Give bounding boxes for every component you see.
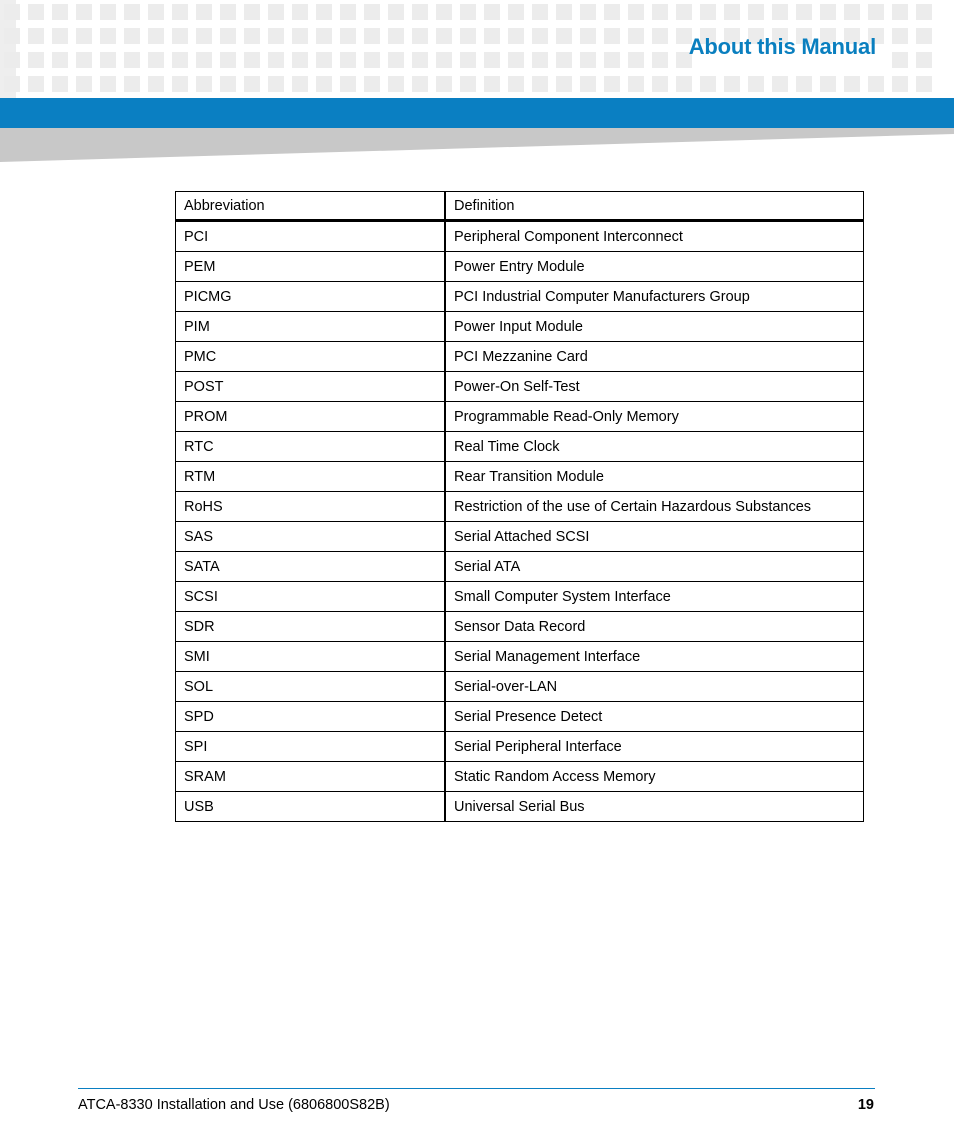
table-row: [176, 372, 864, 402]
table-row: [176, 612, 864, 642]
decorative-tile: [172, 4, 188, 20]
decorative-tile: [628, 52, 644, 68]
decorative-tile: [556, 28, 572, 44]
decorative-tile: [748, 4, 764, 20]
decorative-tile: [292, 76, 308, 92]
decorative-tile: [532, 28, 548, 44]
table-body: [176, 221, 864, 822]
cell-abbreviation: SPI: [176, 732, 446, 762]
decorative-tile: [76, 28, 92, 44]
decorative-tile: [76, 76, 92, 92]
cell-definition: Universal Serial Bus: [445, 792, 864, 822]
cell-definition: Power Input Module: [445, 312, 864, 342]
decorative-tile: [892, 52, 908, 68]
decorative-tile: [532, 76, 548, 92]
cell-definition: Serial Management Interface: [445, 642, 864, 672]
decorative-tile: [28, 76, 44, 92]
decorative-tile: [844, 4, 860, 20]
decorative-tile: [556, 52, 572, 68]
cell-definition: Serial-over-LAN: [445, 672, 864, 702]
decorative-tile: [724, 76, 740, 92]
decorative-tile: [436, 4, 452, 20]
decorative-tile: [388, 28, 404, 44]
decorative-tile: [124, 4, 140, 20]
decorative-tile: [436, 76, 452, 92]
table-row: [176, 552, 864, 582]
cell-abbreviation: PCI: [176, 221, 446, 252]
decorative-tile: [484, 28, 500, 44]
decorative-tile: [868, 4, 884, 20]
decorative-tile: [220, 4, 236, 20]
page-number: 19: [857, 1097, 874, 1113]
decorative-tile: [700, 76, 716, 92]
table-row: [176, 672, 864, 702]
cell-abbreviation: SAS: [176, 522, 446, 552]
column-header-abbreviation: Abbreviation: [176, 192, 446, 221]
decorative-tile: [604, 28, 620, 44]
cell-abbreviation: RoHS: [176, 492, 446, 522]
decorative-tile: [340, 52, 356, 68]
decorative-tile: [916, 28, 932, 44]
decorative-tile: [4, 76, 20, 92]
decorative-tile: [508, 28, 524, 44]
decorative-tile: [820, 76, 836, 92]
decorative-tile: [4, 52, 20, 68]
decorative-tile: [508, 4, 524, 20]
cell-definition: Serial Peripheral Interface: [445, 732, 864, 762]
decorative-tile: [892, 4, 908, 20]
decorative-tile: [52, 76, 68, 92]
decorative-tile: [556, 76, 572, 92]
decorative-tile: [436, 52, 452, 68]
decorative-tile: [4, 4, 20, 20]
decorative-tile: [172, 52, 188, 68]
decorative-tile: [148, 28, 164, 44]
decorative-tile: [100, 28, 116, 44]
table-row: [176, 732, 864, 762]
table-row: [176, 402, 864, 432]
decorative-tile: [196, 52, 212, 68]
decorative-tile: [316, 4, 332, 20]
cell-abbreviation: USB: [176, 792, 446, 822]
decorative-tile: [892, 76, 908, 92]
cell-definition: Small Computer System Interface: [445, 582, 864, 612]
decorative-tile: [364, 52, 380, 68]
decorative-tile: [316, 52, 332, 68]
decorative-tile: [388, 76, 404, 92]
decorative-tile: [412, 4, 428, 20]
cell-abbreviation: PIM: [176, 312, 446, 342]
decorative-tile: [652, 4, 668, 20]
decorative-tile: [124, 52, 140, 68]
footer-document-title: ATCA-8330 Installation and Use (6806800S82B): [78, 1097, 390, 1113]
decorative-tile: [772, 76, 788, 92]
decorative-tile: [220, 52, 236, 68]
cell-definition: PCI Industrial Computer Manufacturers Group: [445, 282, 864, 312]
decorative-tile: [676, 76, 692, 92]
decorative-tile: [52, 4, 68, 20]
cell-abbreviation: SOL: [176, 672, 446, 702]
decorative-tile: [916, 4, 932, 20]
decorative-tile: [628, 76, 644, 92]
cell-abbreviation: SDR: [176, 612, 446, 642]
decorative-tile: [412, 28, 428, 44]
cell-abbreviation: SATA: [176, 552, 446, 582]
decorative-tile: [436, 28, 452, 44]
table-row: [176, 342, 864, 372]
cell-definition: Serial Attached SCSI: [445, 522, 864, 552]
decorative-tile: [268, 4, 284, 20]
cell-abbreviation: POST: [176, 372, 446, 402]
decorative-tile: [412, 76, 428, 92]
decorative-tile: [196, 4, 212, 20]
decorative-tile: [340, 28, 356, 44]
decorative-tile: [52, 28, 68, 44]
table-row: [176, 792, 864, 822]
decorative-tile: [340, 76, 356, 92]
decorative-tile: [412, 52, 428, 68]
decorative-tile: [52, 52, 68, 68]
decorative-tile: [652, 28, 668, 44]
decorative-tile: [508, 76, 524, 92]
cell-abbreviation: SMI: [176, 642, 446, 672]
decorative-tile: [652, 76, 668, 92]
table-row: [176, 462, 864, 492]
decorative-tile: [244, 4, 260, 20]
decorative-tile: [460, 4, 476, 20]
decorative-tile: [796, 4, 812, 20]
decorative-tile: [580, 4, 596, 20]
decorative-tile: [340, 4, 356, 20]
cell-definition: Rear Transition Module: [445, 462, 864, 492]
decorative-tile: [484, 52, 500, 68]
cell-definition: Static Random Access Memory: [445, 762, 864, 792]
column-header-definition: Definition: [445, 192, 864, 221]
decorative-tile: [196, 28, 212, 44]
decorative-tile: [220, 76, 236, 92]
decorative-tile: [244, 52, 260, 68]
table-row: [176, 492, 864, 522]
decorative-tile: [244, 28, 260, 44]
decorative-tile: [268, 52, 284, 68]
table-row: [176, 522, 864, 552]
decorative-tile: [820, 4, 836, 20]
cell-definition: PCI Mezzanine Card: [445, 342, 864, 372]
cell-definition: Serial ATA: [445, 552, 864, 582]
table-row: [176, 252, 864, 282]
decorative-tile: [460, 28, 476, 44]
decorative-tile: [100, 52, 116, 68]
cell-definition: Peripheral Component Interconnect: [445, 221, 864, 252]
decorative-tile: [172, 28, 188, 44]
decorative-tile: [916, 52, 932, 68]
header-blue-bar: [0, 98, 954, 128]
decorative-tile: [148, 76, 164, 92]
table-row: [176, 282, 864, 312]
decorative-tile: [268, 76, 284, 92]
decorative-tile: [100, 4, 116, 20]
decorative-tile: [124, 76, 140, 92]
table-row: [176, 642, 864, 672]
decorative-tile: [676, 4, 692, 20]
decorative-tile: [100, 76, 116, 92]
cell-definition: Sensor Data Record: [445, 612, 864, 642]
decorative-tile: [916, 76, 932, 92]
cell-definition: Serial Presence Detect: [445, 702, 864, 732]
decorative-tile: [292, 28, 308, 44]
decorative-tile: [460, 52, 476, 68]
header-grey-wedge: [0, 128, 954, 164]
decorative-tile: [220, 28, 236, 44]
decorative-tile: [364, 76, 380, 92]
cell-definition: Restriction of the use of Certain Hazardous Substances: [445, 492, 864, 522]
decorative-tile: [316, 28, 332, 44]
table-header-row: [176, 192, 864, 221]
cell-abbreviation: PMC: [176, 342, 446, 372]
decorative-tile: [76, 4, 92, 20]
decorative-tile: [580, 76, 596, 92]
decorative-tile: [292, 52, 308, 68]
decorative-tile: [76, 52, 92, 68]
table-row: [176, 221, 864, 252]
decorative-tile: [28, 28, 44, 44]
decorative-tile: [484, 76, 500, 92]
decorative-tile: [724, 4, 740, 20]
decorative-tile: [772, 4, 788, 20]
decorative-tile: [604, 52, 620, 68]
decorative-tile: [148, 52, 164, 68]
decorative-tile: [28, 4, 44, 20]
decorative-tile: [388, 52, 404, 68]
page-title: About this Manual: [688, 34, 876, 59]
cell-abbreviation: RTC: [176, 432, 446, 462]
cell-abbreviation: SRAM: [176, 762, 446, 792]
decorative-tile: [796, 76, 812, 92]
decorative-tile: [484, 4, 500, 20]
table-row: [176, 312, 864, 342]
decorative-tile: [148, 4, 164, 20]
decorative-tile: [532, 52, 548, 68]
decorative-tile: [748, 76, 764, 92]
decorative-tile: [268, 28, 284, 44]
decorative-tile: [364, 28, 380, 44]
cell-definition: Programmable Read-Only Memory: [445, 402, 864, 432]
decorative-tile: [292, 4, 308, 20]
decorative-tile: [316, 76, 332, 92]
cell-abbreviation: SPD: [176, 702, 446, 732]
decorative-tile: [580, 28, 596, 44]
decorative-tile: [244, 76, 260, 92]
decorative-tile: [700, 4, 716, 20]
decorative-tile: [28, 52, 44, 68]
decorative-tile: [532, 4, 548, 20]
cell-abbreviation: PEM: [176, 252, 446, 282]
decorative-tile: [508, 52, 524, 68]
table-row: [176, 762, 864, 792]
decorative-tile: [628, 28, 644, 44]
decorative-tile: [196, 76, 212, 92]
decorative-tile: [604, 76, 620, 92]
decorative-tile: [868, 76, 884, 92]
cell-definition: Power-On Self-Test: [445, 372, 864, 402]
table-row: [176, 582, 864, 612]
decorative-tile: [124, 28, 140, 44]
footer-rule: [78, 1088, 875, 1089]
decorative-tile: [844, 76, 860, 92]
cell-definition: Real Time Clock: [445, 432, 864, 462]
abbreviations-table: [175, 191, 864, 822]
table-row: [176, 432, 864, 462]
decorative-tile: [628, 4, 644, 20]
decorative-tile: [460, 76, 476, 92]
decorative-tile: [4, 28, 20, 44]
decorative-tile: [364, 4, 380, 20]
decorative-tile: [388, 4, 404, 20]
decorative-tile: [604, 4, 620, 20]
decorative-tile: [556, 4, 572, 20]
decorative-tile: [892, 28, 908, 44]
cell-abbreviation: RTM: [176, 462, 446, 492]
cell-definition: Power Entry Module: [445, 252, 864, 282]
cell-abbreviation: SCSI: [176, 582, 446, 612]
cell-abbreviation: PICMG: [176, 282, 446, 312]
decorative-tile: [652, 52, 668, 68]
cell-abbreviation: PROM: [176, 402, 446, 432]
decorative-tile: [580, 52, 596, 68]
table-row: [176, 702, 864, 732]
decorative-tile: [172, 76, 188, 92]
